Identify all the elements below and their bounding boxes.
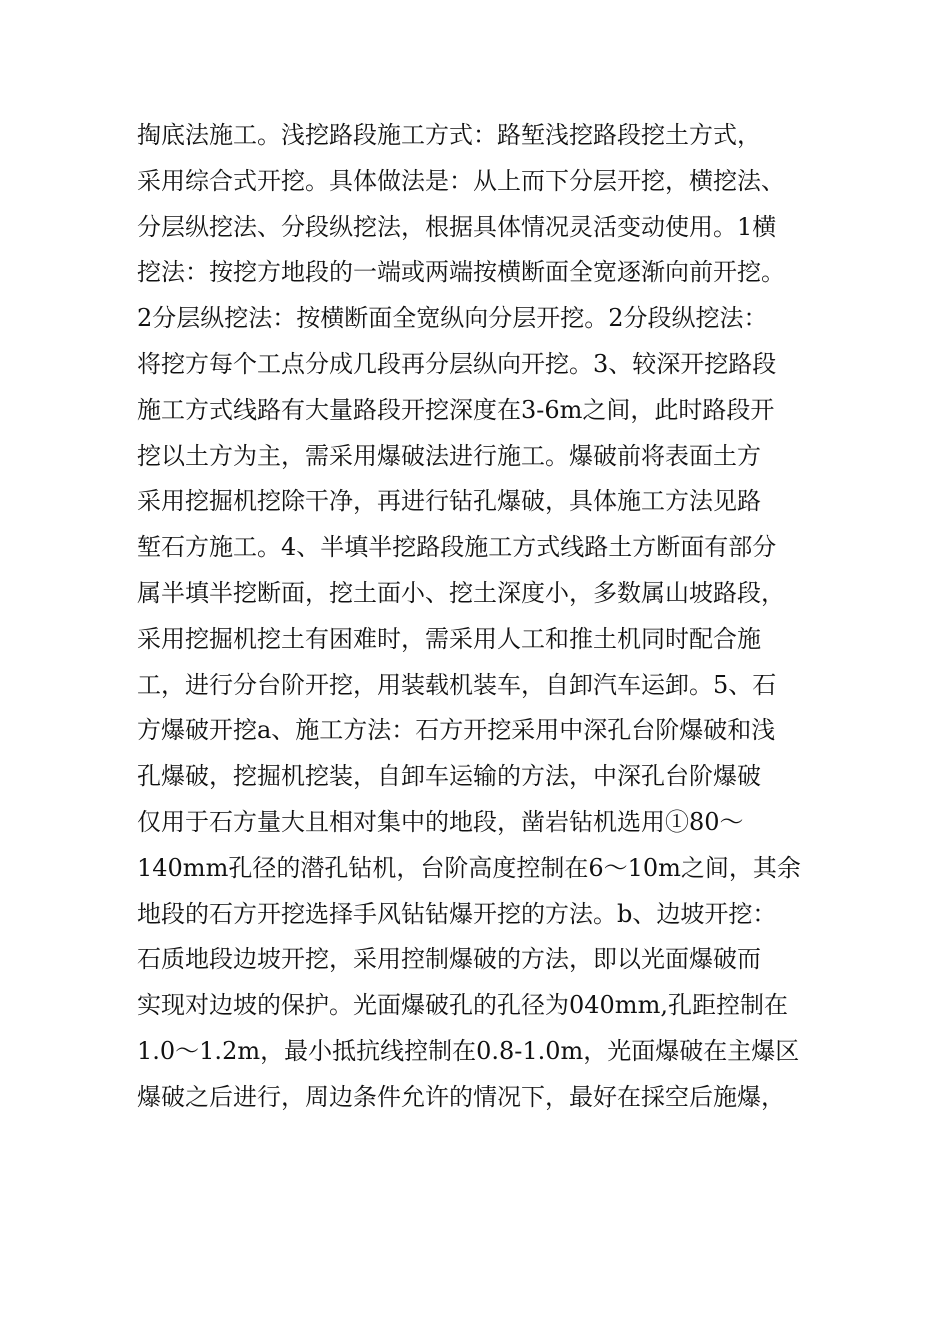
text-line: 孔爆破，挖掘机挖装，自卸车运输的方法，中深孔台阶爆破 — [137, 762, 761, 791]
text-line: 将挖方每个工点分成几段再分层纵向开挖。3、较深开挖路段 — [137, 349, 777, 378]
text-line: 采用挖掘机挖除干净，再进行钻孔爆破，具体施工方法见路 — [137, 487, 761, 516]
text-line: 石质地段边坡开挖，采用控制爆破的方法，即以光面爆破而 — [137, 945, 761, 974]
text-line: 采用挖掘机挖土有困难时，需采用人工和推土机同时配合施 — [137, 624, 761, 653]
text-line: 属半填半挖断面，挖土面小、挖土深度小，多数属山坡路段， — [137, 578, 785, 607]
text-line: 140mm孔径的潜孔钻机，台阶高度控制在6〜10m之间，其余 — [137, 853, 801, 882]
text-line: 仅用于石方量大且相对集中的地段，凿岩钻机选用①80〜 — [137, 807, 744, 836]
text-line: 爆破之后进行，周边条件允许的情况下，最好在採空后施爆， — [137, 1082, 785, 1111]
body-paragraph — [137, 113, 837, 1121]
text-line: 2分层纵挖法：按横断面全宽纵向分层开挖。2分段纵挖法： — [137, 304, 768, 333]
text-line: 工，进行分台阶开挖，用装载机装车，自卸汽车运卸。5、石 — [137, 670, 777, 699]
text-line: 挖法：按挖方地段的一端或两端按横断面全宽逐渐向前开挖。 — [137, 258, 785, 287]
text-line: 分层纵挖法、分段纵挖法，根据具体情况灵活变动使用。1横 — [137, 212, 777, 241]
text-line: 1.0〜1.2m，最小抵抗线控制在0.8-1.0m，光面爆破在主爆区 — [137, 1036, 800, 1065]
text-line: 堑石方施工。4、半填半挖路段施工方式线路土方断面有部分 — [137, 533, 777, 562]
text-line: 挖以土方为主，需采用爆破法进行施工。爆破前将表面土方 — [137, 441, 761, 470]
text-line: 掏底法施工。浅挖路段施工方式：路堑浅挖路段挖土方式， — [137, 121, 761, 149]
text-line: 实现对边坡的保护。光面爆破孔的孔径为040mm,孔距控制在 — [137, 991, 788, 1020]
text-line: 采用综合式开挖。具体做法是：从上而下分层开挖，横挖法、 — [137, 166, 785, 195]
text-line: 施工方式线路有大量路段开挖深度在3-6m之间，此时路段开 — [137, 395, 775, 424]
text-line: 方爆破开挖a、施工方法：石方开挖采用中深孔台阶爆破和浅 — [137, 716, 776, 745]
text-line: 地段的石方开挖选择手风钻钻爆开挖的方法。b、边坡开挖： — [137, 899, 777, 928]
